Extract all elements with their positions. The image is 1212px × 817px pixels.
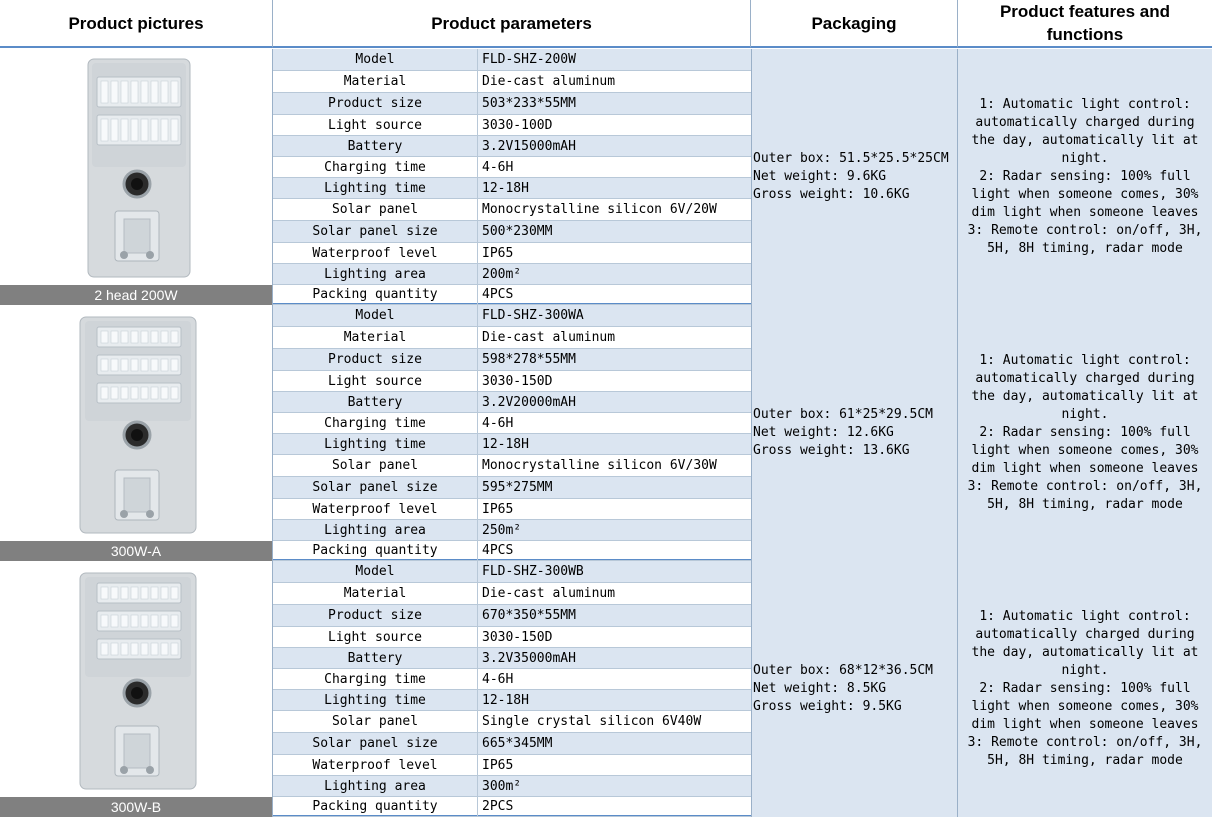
parameter-row xyxy=(273,755,751,776)
parameter-value: Single crystal silicon 6V40W xyxy=(482,714,702,729)
parameter-name: Packing quantity xyxy=(273,285,478,304)
parameter-row xyxy=(273,71,751,93)
parameter-name: Lighting time xyxy=(273,690,478,710)
parameter-row xyxy=(273,605,751,627)
parameter-row xyxy=(273,327,751,349)
parameter-value: 2PCS xyxy=(482,799,514,814)
parameter-value: 4-6H xyxy=(482,415,514,431)
parameter-value: Die-cast aluminum xyxy=(482,330,616,345)
parameter-row xyxy=(273,776,751,797)
parameter-row xyxy=(273,157,751,178)
parameter-value: 598*278*55MM xyxy=(482,352,576,367)
product-block xyxy=(0,305,1212,561)
parameter-name: Battery xyxy=(273,392,478,412)
parameter-value: FLD-SHZ-200W xyxy=(482,52,576,67)
parameter-name: Packing quantity xyxy=(273,541,478,560)
feature-line: 3: Remote control: on/off, 3H, 5H, 8H timing, radar mode xyxy=(967,735,1203,768)
parameter-row xyxy=(273,648,751,669)
parameter-value: Monocrystalline silicon 6V/30W xyxy=(482,458,717,473)
header-product-features: Product features and functions xyxy=(958,0,1212,48)
parameter-name: Material xyxy=(273,71,478,92)
packaging-line: Outer box: 68*12*36.5CM xyxy=(753,663,934,678)
parameter-value: 12-18H xyxy=(482,180,529,196)
parameter-name: Light source xyxy=(273,627,478,647)
feature-line: 1: Automatic light control: automatically charged during the day, automatically lit at night. xyxy=(971,353,1199,422)
feature-line: 2: Radar sensing: 100% full light when someone comes, 30% dim light when someone leaves xyxy=(971,425,1199,476)
packaging-line: Net weight: 9.6KG xyxy=(753,169,887,184)
parameter-row xyxy=(273,627,751,648)
parameter-name: Charging time xyxy=(273,413,478,433)
parameter-row xyxy=(273,583,751,605)
feature-line: 2: Radar sensing: 100% full light when someone comes, 30% dim light when someone leaves xyxy=(971,681,1199,732)
parameter-name: Product size xyxy=(273,349,478,370)
parameter-row xyxy=(273,434,751,455)
product-parameters xyxy=(273,49,751,305)
product-picture-cell xyxy=(0,561,273,817)
parameter-value: 3.2V35000mAH xyxy=(482,650,576,666)
parameter-name: Light source xyxy=(273,115,478,135)
parameter-row xyxy=(273,115,751,136)
parameter-row xyxy=(273,733,751,755)
features-cell xyxy=(958,305,1212,561)
feature-line: 1: Automatic light control: automatically charged during the day, automatically lit at night. xyxy=(971,97,1199,166)
parameter-row xyxy=(273,455,751,477)
feature-line: 2: Radar sensing: 100% full light when someone comes, 30% dim light when someone leaves xyxy=(971,169,1199,220)
parameter-row xyxy=(273,136,751,157)
product-caption: 300W-B xyxy=(0,797,272,817)
parameter-name: Solar panel size xyxy=(273,477,478,498)
feature-line: 3: Remote control: on/off, 3H, 5H, 8H timing, radar mode xyxy=(967,479,1203,512)
parameter-name: Waterproof level xyxy=(273,243,478,263)
parameter-row xyxy=(273,669,751,690)
parameter-name: Lighting time xyxy=(273,178,478,198)
parameter-name: Lighting area xyxy=(273,776,478,796)
parameter-value: 500*230MM xyxy=(482,224,553,239)
parameter-name: Light source xyxy=(273,371,478,391)
packaging-cell xyxy=(751,561,958,817)
packaging-line: Gross weight: 10.6KG xyxy=(753,187,910,202)
parameter-name: Waterproof level xyxy=(273,755,478,775)
parameter-row xyxy=(273,49,751,71)
packaging-line: Net weight: 12.6KG xyxy=(753,425,894,440)
parameter-value: FLD-SHZ-300WA xyxy=(482,308,584,323)
header-packaging: Packaging xyxy=(751,0,958,48)
parameter-name: Charging time xyxy=(273,157,478,177)
parameter-value: 12-18H xyxy=(482,436,529,452)
parameter-value: 4-6H xyxy=(482,671,514,687)
feature-line: 3: Remote control: on/off, 3H, 5H, 8H timing, radar mode xyxy=(967,223,1203,256)
parameter-value: 595*275MM xyxy=(482,480,553,495)
parameter-name: Solar panel xyxy=(273,711,478,732)
parameter-value: 670*350*55MM xyxy=(482,608,576,623)
parameter-name: Solar panel xyxy=(273,199,478,220)
product-caption: 300W-A xyxy=(0,541,272,561)
parameter-row xyxy=(273,561,751,583)
parameter-name: Lighting time xyxy=(273,434,478,454)
features-cell xyxy=(958,49,1212,305)
packaging-line: Outer box: 51.5*25.5*25CM xyxy=(753,151,949,166)
parameter-value: IP65 xyxy=(482,757,514,773)
packaging-cell xyxy=(751,305,958,561)
packaging-line: Gross weight: 13.6KG xyxy=(753,443,910,458)
parameter-value: 300m² xyxy=(482,778,522,794)
packaging-line: Gross weight: 9.5KG xyxy=(753,699,902,714)
parameter-value: FLD-SHZ-300WB xyxy=(482,564,584,579)
parameter-name: Model xyxy=(273,305,478,326)
parameter-name: Solar panel xyxy=(273,455,478,476)
parameter-value: 665*345MM xyxy=(482,736,553,751)
product-caption: 2 head 200W xyxy=(0,285,272,305)
parameter-row xyxy=(273,178,751,199)
parameter-row xyxy=(273,711,751,733)
parameter-value: 3.2V20000mAH xyxy=(482,394,576,410)
parameter-name: Battery xyxy=(273,648,478,668)
parameter-row xyxy=(273,243,751,264)
parameter-value: Monocrystalline silicon 6V/20W xyxy=(482,202,717,217)
parameter-value: 3030-150D xyxy=(482,373,553,389)
parameter-row xyxy=(273,199,751,221)
parameter-row xyxy=(273,392,751,413)
header-product-parameters: Product parameters xyxy=(273,0,751,48)
parameter-name: Solar panel size xyxy=(273,221,478,242)
parameter-name: Lighting area xyxy=(273,264,478,284)
product-picture-cell xyxy=(0,305,273,561)
parameter-row xyxy=(273,285,751,305)
parameter-name: Packing quantity xyxy=(273,797,478,816)
product-picture-cell xyxy=(0,49,273,305)
parameter-row xyxy=(273,371,751,392)
parameter-name: Model xyxy=(273,49,478,70)
parameter-value: IP65 xyxy=(482,245,514,261)
parameter-value: 12-18H xyxy=(482,692,529,708)
product-parameters xyxy=(273,305,751,561)
header-product-pictures: Product pictures xyxy=(0,0,273,48)
parameter-value: 3030-100D xyxy=(482,117,553,133)
parameter-row xyxy=(273,349,751,371)
parameter-value: 3.2V15000mAH xyxy=(482,138,576,154)
parameter-row xyxy=(273,477,751,499)
parameter-row xyxy=(273,221,751,243)
packaging-line: Outer box: 61*25*29.5CM xyxy=(753,407,934,422)
parameter-value: 200m² xyxy=(482,266,522,282)
parameter-value: IP65 xyxy=(482,501,514,517)
parameter-row xyxy=(273,413,751,434)
parameter-value: 503*233*55MM xyxy=(482,96,576,111)
parameter-row xyxy=(273,264,751,285)
feature-line: 1: Automatic light control: automatically charged during the day, automatically lit at night. xyxy=(971,609,1199,678)
parameter-name: Material xyxy=(273,327,478,348)
parameter-name: Product size xyxy=(273,93,478,114)
parameter-value: Die-cast aluminum xyxy=(482,74,616,89)
parameter-name: Waterproof level xyxy=(273,499,478,519)
parameter-value: Die-cast aluminum xyxy=(482,586,616,601)
parameter-row xyxy=(273,797,751,817)
parameter-name: Model xyxy=(273,561,478,582)
parameter-value: 4-6H xyxy=(482,159,514,175)
parameter-name: Battery xyxy=(273,136,478,156)
parameter-value: 250m² xyxy=(482,522,522,538)
street-lamp-image xyxy=(0,561,273,797)
parameter-row xyxy=(273,690,751,711)
parameter-row xyxy=(273,520,751,541)
packaging-cell xyxy=(751,49,958,305)
parameter-name: Lighting area xyxy=(273,520,478,540)
parameter-name: Product size xyxy=(273,605,478,626)
street-lamp-image xyxy=(0,49,273,285)
parameter-value: 3030-150D xyxy=(482,629,553,645)
parameter-row xyxy=(273,93,751,115)
parameter-row xyxy=(273,305,751,327)
street-lamp-image xyxy=(0,305,273,541)
parameter-name: Solar panel size xyxy=(273,733,478,754)
parameter-value: 4PCS xyxy=(482,543,514,558)
parameter-row xyxy=(273,499,751,520)
parameter-row xyxy=(273,541,751,561)
features-cell xyxy=(958,561,1212,817)
product-parameters xyxy=(273,561,751,817)
product-block xyxy=(0,49,1212,305)
parameter-value: 4PCS xyxy=(482,287,514,302)
parameter-name: Charging time xyxy=(273,669,478,689)
packaging-line: Net weight: 8.5KG xyxy=(753,681,887,696)
product-block xyxy=(0,561,1212,817)
parameter-name: Material xyxy=(273,583,478,604)
